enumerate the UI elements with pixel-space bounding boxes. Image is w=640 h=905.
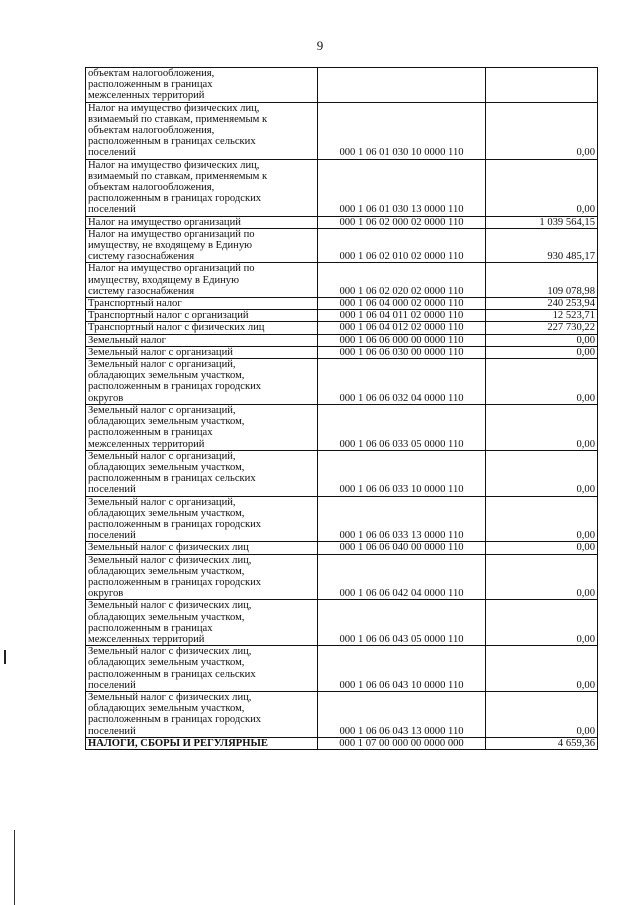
table-row	[86, 68, 598, 103]
table-row	[86, 404, 598, 450]
row-name-cell: Налог на имущество организаций по имуществу, входящему в Единую систему газоснабжения	[86, 263, 318, 298]
row-value-cell	[486, 68, 598, 103]
row-value-cell: 12 523,71	[486, 310, 598, 322]
row-value-cell: 240 253,94	[486, 298, 598, 310]
table-row	[86, 737, 598, 749]
row-name-cell: Транспортный налог с организаций	[86, 310, 318, 322]
row-value-cell: 0,00	[486, 600, 598, 646]
table-row	[86, 159, 598, 216]
row-name-cell: Земельный налог с организаций, обладающих земельным участком, расположенным в границах межселенных территорий	[86, 404, 318, 450]
row-code-cell: 000 1 06 06 042 04 0000 110	[318, 554, 486, 600]
row-name-cell: Земельный налог с организаций	[86, 346, 318, 358]
row-code-cell: 000 1 06 06 033 13 0000 110	[318, 496, 486, 542]
table-row	[86, 263, 598, 298]
row-code-cell	[318, 68, 486, 103]
row-name-cell: Транспортный налог с физических лиц	[86, 322, 318, 334]
row-code-cell: 000 1 06 02 010 02 0000 110	[318, 228, 486, 263]
row-value-cell: 0,00	[486, 334, 598, 346]
row-code-cell: 000 1 06 06 032 04 0000 110	[318, 359, 486, 405]
row-code-cell: 000 1 07 00 000 00 0000 000	[318, 737, 486, 749]
row-code-cell: 000 1 06 06 033 10 0000 110	[318, 450, 486, 496]
row-value-cell: 0,00	[486, 346, 598, 358]
table-row	[86, 450, 598, 496]
row-code-cell: 000 1 06 04 000 02 0000 110	[318, 298, 486, 310]
row-value-cell: 930 485,17	[486, 228, 598, 263]
table-row	[86, 334, 598, 346]
row-code-cell: 000 1 06 06 030 00 0000 110	[318, 346, 486, 358]
table-row	[86, 322, 598, 334]
scan-edge-line	[14, 830, 15, 905]
table-row	[86, 346, 598, 358]
row-code-cell: 000 1 06 04 012 02 0000 110	[318, 322, 486, 334]
table-row	[86, 298, 598, 310]
table-row	[86, 542, 598, 554]
row-name-cell: НАЛОГИ, СБОРЫ И РЕГУЛЯРНЫЕ	[86, 737, 318, 749]
row-value-cell: 0,00	[486, 542, 598, 554]
row-name-cell: объектам налогообложения, расположенным в границах межселенных территорий	[86, 68, 318, 103]
scan-artifact	[4, 650, 6, 664]
table-body	[86, 68, 598, 750]
row-value-cell: 0,00	[486, 102, 598, 159]
row-name-cell: Земельный налог с организаций, обладающих земельным участком, расположенным в границах городских поселений	[86, 496, 318, 542]
row-value-cell: 0,00	[486, 691, 598, 737]
table-row	[86, 691, 598, 737]
table-row	[86, 496, 598, 542]
row-name-cell: Налог на имущество физических лиц, взимаемый по ставкам, применяемым к объектам налогообложения, расположенным в границах сельских поселений	[86, 102, 318, 159]
table-row	[86, 359, 598, 405]
row-value-cell: 227 730,22	[486, 322, 598, 334]
row-code-cell: 000 1 06 06 043 10 0000 110	[318, 646, 486, 692]
row-name-cell: Налог на имущество организаций	[86, 216, 318, 228]
row-code-cell: 000 1 06 06 043 05 0000 110	[318, 600, 486, 646]
row-name-cell: Земельный налог с организаций, обладающих земельным участком, расположенным в границах городских округов	[86, 359, 318, 405]
row-code-cell: 000 1 06 06 033 05 0000 110	[318, 404, 486, 450]
table-row	[86, 102, 598, 159]
row-code-cell: 000 1 06 04 011 02 0000 110	[318, 310, 486, 322]
page-number: 9	[316, 38, 324, 53]
row-value-cell: 0,00	[486, 359, 598, 405]
row-code-cell: 000 1 06 06 000 00 0000 110	[318, 334, 486, 346]
table-row	[86, 554, 598, 600]
row-value-cell: 0,00	[486, 646, 598, 692]
table-row	[86, 600, 598, 646]
revenue-table	[85, 67, 598, 750]
row-name-cell: Транспортный налог	[86, 298, 318, 310]
row-code-cell: 000 1 06 06 043 13 0000 110	[318, 691, 486, 737]
row-name-cell: Налог на имущество физических лиц, взимаемый по ставкам, применяемым к объектам налогообложения, расположенным в границах городских поселений	[86, 159, 318, 216]
table-row	[86, 310, 598, 322]
row-name-cell: Земельный налог с организаций, обладающих земельным участком, расположенным в границах сельских поселений	[86, 450, 318, 496]
row-code-cell: 000 1 06 02 020 02 0000 110	[318, 263, 486, 298]
row-value-cell: 0,00	[486, 450, 598, 496]
row-value-cell: 0,00	[486, 404, 598, 450]
row-name-cell: Земельный налог с физических лиц, обладающих земельным участком, расположенным в границах сельских поселений	[86, 646, 318, 692]
table-row	[86, 646, 598, 692]
row-code-cell: 000 1 06 06 040 00 0000 110	[318, 542, 486, 554]
row-name-cell: Налог на имущество организаций по имуществу, не входящему в Единую систему газоснабжения	[86, 228, 318, 263]
row-code-cell: 000 1 06 02 000 02 0000 110	[318, 216, 486, 228]
row-name-cell: Земельный налог с физических лиц	[86, 542, 318, 554]
row-value-cell: 4 659,36	[486, 737, 598, 749]
row-code-cell: 000 1 06 01 030 13 0000 110	[318, 159, 486, 216]
row-code-cell: 000 1 06 01 030 10 0000 110	[318, 102, 486, 159]
row-name-cell: Земельный налог с физических лиц, обладающих земельным участком, расположенным в границах межселенных территорий	[86, 600, 318, 646]
row-value-cell: 0,00	[486, 554, 598, 600]
row-name-cell: Земельный налог с физических лиц, обладающих земельным участком, расположенным в границах городских поселений	[86, 691, 318, 737]
row-name-cell: Земельный налог с физических лиц, обладающих земельным участком, расположенным в границах городских округов	[86, 554, 318, 600]
row-value-cell: 1 039 564,15	[486, 216, 598, 228]
row-value-cell: 109 078,98	[486, 263, 598, 298]
row-value-cell: 0,00	[486, 159, 598, 216]
row-value-cell: 0,00	[486, 496, 598, 542]
table-row	[86, 228, 598, 263]
row-name-cell: Земельный налог	[86, 334, 318, 346]
table-row	[86, 216, 598, 228]
